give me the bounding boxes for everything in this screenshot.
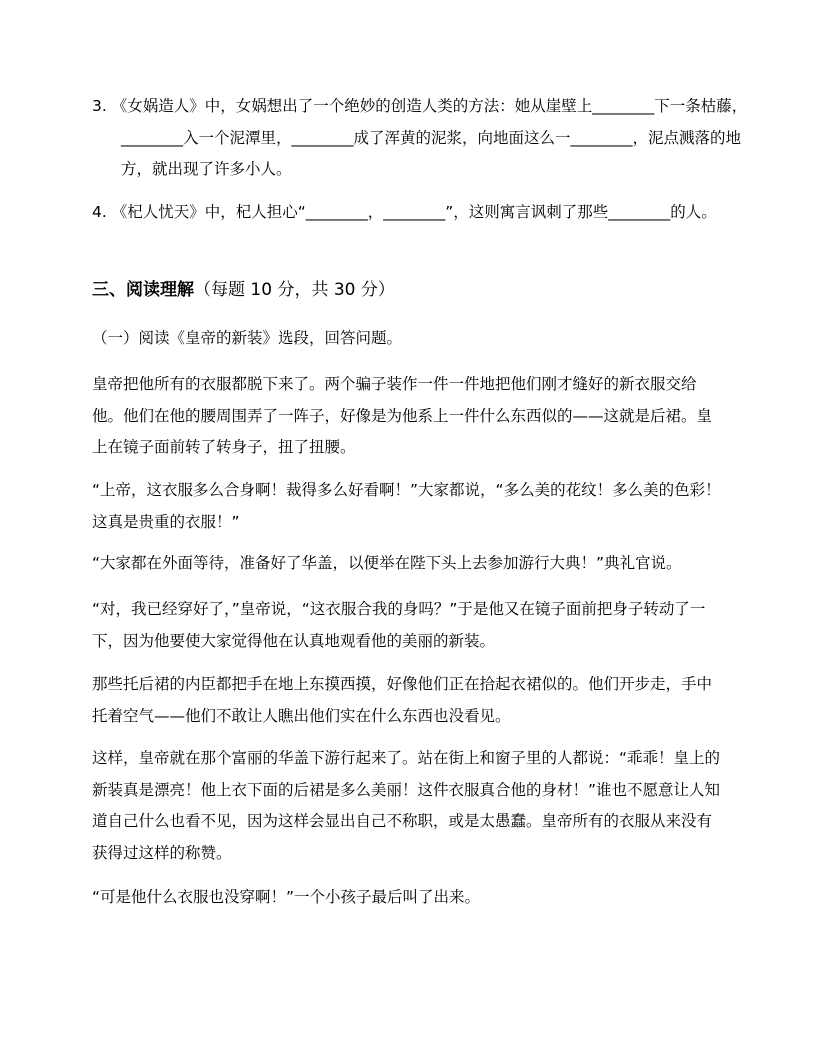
section-title: 三、阅读理解 [92,280,194,300]
question-3: 3. 《女娲造人》中，女娲想出了一个绝妙的创造人类的方法：她从崖壁上________下一条枯藤，________入一个泥潭里，________成了浑黄的泥浆，向地面这么一________，泥点溅落的地方，就出现了许多小人。 [92,97,748,178]
passage-paragraph-4: “对，我已经穿好了，”皇帝说，“这衣服合我的身吗？”于是他又在镜子面前把身子转动了一下，因为他要使大家觉得他在认真地观看他的美丽的新装。 [92,600,706,650]
subsection-heading: （一）阅读《皇帝的新装》选段，回答问题。 [92,329,403,347]
passage-paragraph-7: “可是他什么衣服也没穿啊！”一个小孩子最后叫了出来。 [92,888,481,906]
passage-paragraph-1: 皇帝把他所有的衣服都脱下来了。两个骗子装作一件一件地把他们刚才缝好的新衣服交给他。他们在他的腰周围弄了一阵子，好像是为他系上一件什么东西似的——这就是后裙。皇上在镜子面前转了转身子，扭了扭腰。 [92,375,713,456]
passage-paragraph-6: 这样，皇帝就在那个富丽的华盖下游行起来了。站在街上和窗子里的人都说：“乖乖！皇上的新装真是漂亮！他上衣下面的后裙是多么美丽！这件衣服真合他的身材！”谁也不愿意让人知道自己什么也看不见，因为这样会显出自己不称职，或是太愚蠢。皇帝所有的衣服从来没有获得过这样的称赞。 [92,749,721,862]
passage-paragraph-3: “大家都在外面等待，准备好了华盖，以便举在陛下头上去参加游行大典！”典礼官说。 [92,554,682,572]
section-points: （每题 10 分，共 30 分） [194,280,395,300]
passage-paragraph-2: “上帝，这衣服多么合身啊！裁得多么好看啊！”大家都说，“多么美的花纹！多么美的色彩！这真是贵重的衣服！” [92,481,721,531]
passage-paragraph-5: 那些托后裙的内臣都把手在地上东摸西摸，好像他们正在拾起衣裙似的。他们开步走，手中托着空气——他们不敢让人瞧出他们实在什么东西也没看见。 [92,675,713,725]
section-heading [92,274,395,306]
question-4: 4. 《杞人忧天》中，杞人担心“________，________”，这则寓言讽刺了那些________的人。 [92,203,717,221]
